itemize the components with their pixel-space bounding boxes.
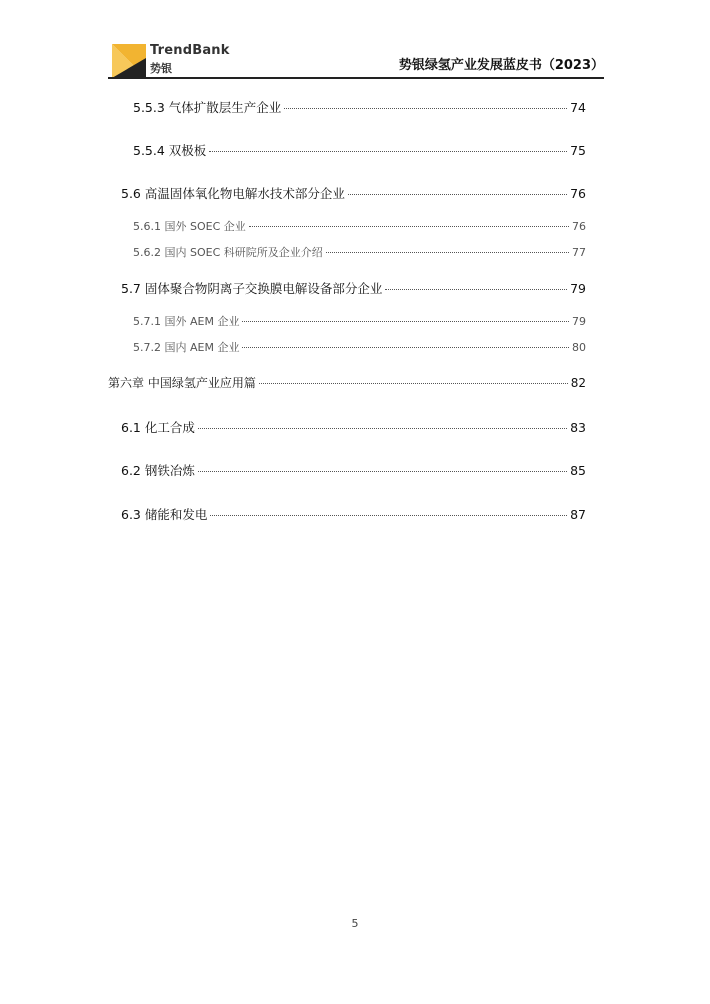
toc-entry[interactable] [121,184,586,202]
page-number: 5 [351,917,359,930]
toc-entry-page: 76 [570,186,586,201]
dot-leader [210,515,567,516]
toc-entry-page: 77 [572,246,586,259]
toc-entry[interactable] [133,141,586,159]
dot-leader [242,321,569,322]
toc-entry-label: 5.6.2 国内 SOEC 科研院所及企业介绍 [133,246,323,259]
toc-entry[interactable] [133,218,586,234]
toc-entry-page: 76 [572,220,586,233]
toc-entry[interactable] [121,461,586,479]
toc-entry-label: 5.6.1 国外 SOEC 企业 [133,220,246,233]
toc-entry-label: 5.7.2 国内 AEM 企业 [133,341,240,354]
page-header [108,40,604,78]
brand-name-en: TrendBank [150,43,230,58]
dot-leader [249,226,569,227]
toc-entry-page: 83 [570,420,586,435]
toc-entry-label: 6.1 化工合成 [121,420,195,435]
dot-leader [242,347,569,348]
dot-leader [326,252,569,253]
dot-leader [385,289,567,290]
toc-entry[interactable] [133,98,586,116]
dot-leader [198,471,567,472]
toc-entry-label: 第六章 中国绿氢产业应用篇 [108,376,256,390]
toc-entry-page: 80 [572,341,586,354]
brand-name-cn: 势银 [150,62,172,75]
dot-leader [348,194,567,195]
dot-leader [284,108,567,109]
header-divider [108,77,604,79]
toc-entry-label: 5.6 高温固体氧化物电解水技术部分企业 [121,186,345,201]
toc-entry[interactable] [108,374,586,391]
toc-entry[interactable] [133,244,586,260]
toc-entry-page: 74 [570,100,586,115]
toc-entry[interactable] [121,279,586,297]
toc-entry-page: 75 [570,143,586,158]
dot-leader [209,151,567,152]
toc-entry-page: 87 [570,507,586,522]
toc-entry-label: 6.3 储能和发电 [121,507,208,522]
toc-entry-page: 79 [572,315,586,328]
toc-entry-page: 79 [570,281,586,296]
toc-entry-page: 85 [570,463,586,478]
document-title: 势银绿氢产业发展蓝皮书（2023） [398,58,604,73]
toc-entry[interactable] [133,339,586,355]
toc-entry[interactable] [133,313,586,329]
trendbank-logo-icon [112,44,146,78]
toc-entry-label: 5.7.1 国外 AEM 企业 [133,315,240,328]
toc-entry-page: 82 [570,376,586,390]
toc-entry-label: 5.5.4 双极板 [133,143,207,158]
toc-entry-label: 5.7 固体聚合物阴离子交换膜电解设备部分企业 [121,281,383,296]
toc-entry-label: 6.2 钢铁冶炼 [121,463,195,478]
toc-entry-label: 5.5.3 气体扩散层生产企业 [133,100,282,115]
toc-entry[interactable] [121,505,586,523]
dot-leader [259,383,568,384]
toc-entry[interactable] [121,418,586,436]
dot-leader [198,428,567,429]
